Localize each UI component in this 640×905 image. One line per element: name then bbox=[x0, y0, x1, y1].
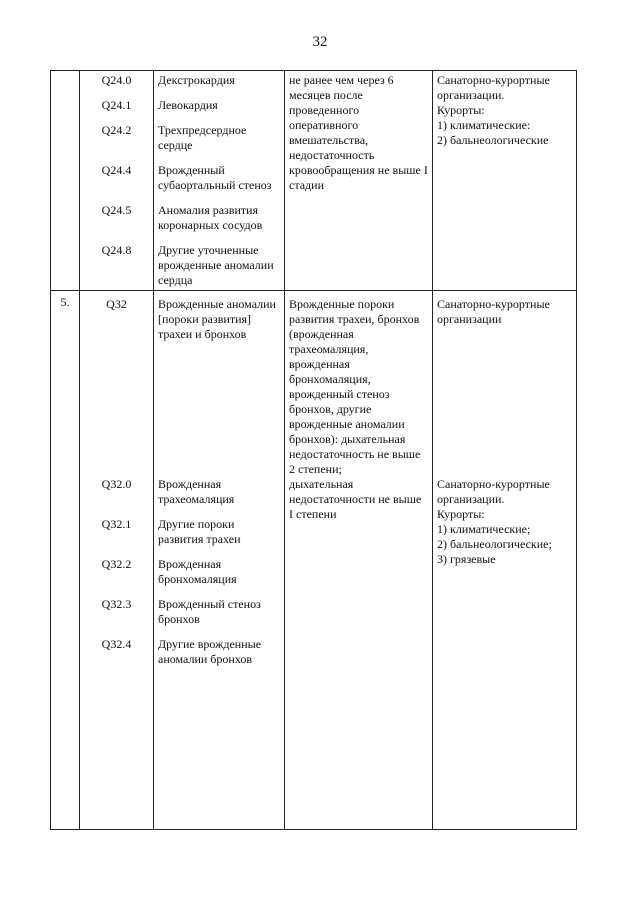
diagnosis-q24-1: Левокардия bbox=[158, 98, 218, 112]
page-number: 32 bbox=[312, 34, 328, 50]
conditions-cell bbox=[285, 291, 433, 830]
code-q24-0: Q24.0 bbox=[101, 73, 132, 87]
facility-line: Санаторно-курортные организации. bbox=[437, 73, 550, 102]
diagnosis-q32-1: Другие пороки развития трахеи bbox=[158, 517, 241, 546]
code-q24-5: Q24.5 bbox=[101, 203, 132, 217]
facility-line: 2) бальнеологические bbox=[437, 133, 549, 147]
diagnosis-q24-5: Аномалия развития коронарных сосудов bbox=[158, 203, 263, 232]
diagnosis-q24-2: Трехпредсердное сердце bbox=[158, 123, 247, 152]
diagnosis-q32-0: Врожденная трахеомаляция bbox=[158, 477, 235, 506]
resort-indications-table bbox=[50, 70, 577, 830]
code-cell bbox=[80, 71, 154, 291]
diagnosis-q24-0: Декстрокардия bbox=[158, 73, 235, 87]
facilities-cell bbox=[433, 291, 577, 830]
code-q24-4: Q24.4 bbox=[101, 163, 132, 177]
code-q32: Q32 bbox=[106, 297, 127, 311]
facilities-cell bbox=[433, 71, 577, 291]
code-q32-0: Q32.0 bbox=[101, 477, 132, 491]
code-q24-8: Q24.8 bbox=[101, 243, 132, 257]
row-number-cell: 5. bbox=[51, 291, 80, 830]
table-row-q32 bbox=[51, 291, 577, 830]
code-cell bbox=[80, 291, 154, 830]
code-q32-4: Q32.4 bbox=[101, 637, 132, 651]
facility-line: 1) климатические; bbox=[437, 522, 531, 536]
diagnosis-q32-4: Другие врожденные аномалии бронхов bbox=[158, 637, 262, 666]
diagnosis-cell bbox=[154, 291, 285, 830]
code-q32-2: Q32.2 bbox=[101, 557, 132, 571]
diagnosis-cell bbox=[154, 71, 285, 291]
facility-line: Санаторно-курортные организации. bbox=[437, 477, 550, 506]
code-q24-1: Q24.1 bbox=[101, 98, 132, 112]
conditions-cell: не ранее чем через 6 месяцев после проведенного оперативного вмешательства, недостаточность кровообращения не выше I стадии bbox=[285, 71, 433, 291]
diagnosis-q32-3: Врожденный стеноз бронхов bbox=[158, 597, 261, 626]
facility-line: 1) климатические: bbox=[437, 118, 531, 132]
facility-line: Курорты: bbox=[437, 103, 485, 117]
diagnosis-q32-2: Врожденная бронхомаляция bbox=[158, 557, 237, 586]
group-conditions: Врожденные пороки развития трахеи, бронхов (врожденная трахеомаляция, врожденная бронхомаляция, врожденный стеноз бронхов, другие врожденные аномалии бронхов): дыхательная недостаточность не выше 2 степени; bbox=[289, 297, 421, 476]
facility-line: Курорты: bbox=[437, 507, 485, 521]
code-q32-1: Q32.1 bbox=[101, 517, 132, 531]
code-q32-3: Q32.3 bbox=[101, 597, 132, 611]
row-number-cell bbox=[51, 71, 80, 291]
facility-line: 2) бальнеологические; bbox=[437, 537, 552, 551]
facility-line: 3) грязевые bbox=[437, 552, 496, 566]
diagnosis-q32: Врожденные аномалии [пороки развития] трахеи и бронхов bbox=[158, 297, 276, 341]
diagnosis-q24-4: Врожденный субаортальный стеноз bbox=[158, 163, 272, 192]
code-q24-2: Q24.2 bbox=[101, 123, 132, 137]
table-row-q24 bbox=[51, 71, 577, 291]
sub-conditions: дыхательная недостаточности не выше I степени bbox=[289, 477, 422, 521]
diagnosis-q24-8: Другие уточненные врожденные аномалии сердца bbox=[158, 243, 274, 287]
group-facilities: Санаторно-курортные организации bbox=[437, 297, 550, 326]
